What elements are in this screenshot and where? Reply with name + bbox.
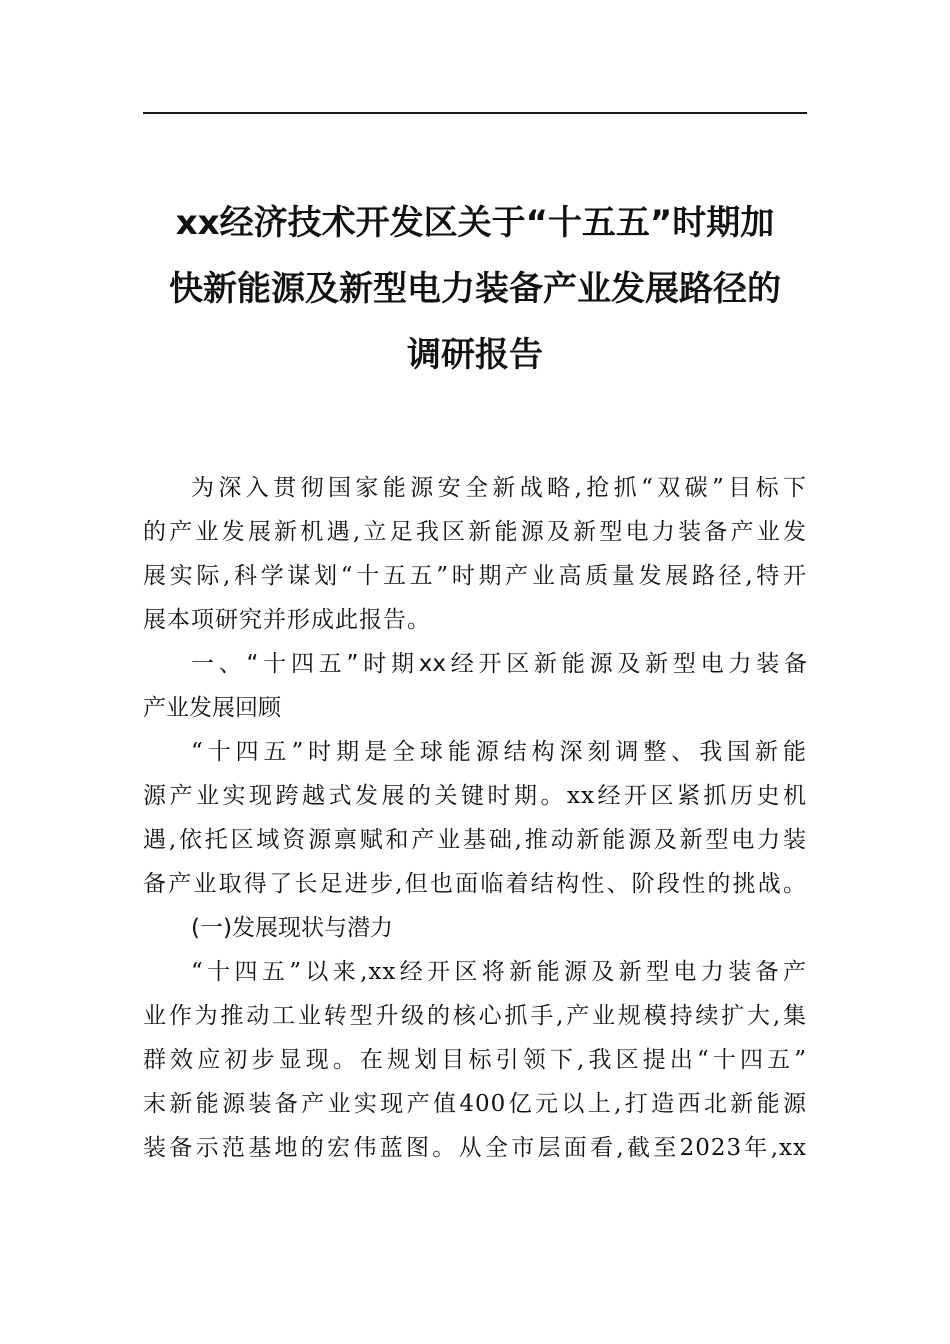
text-line: 业作为推动工业转型升级的核心抓手,产业规模持续扩大,集: [143, 1003, 807, 1029]
text-line: 末新能源装备产业实现产值400亿元以上,打造西北新能源: [143, 1091, 807, 1117]
text-line: “十四五”以来,xx经开区将新能源及新型电力装备产: [191, 959, 807, 985]
subsection-heading: (一)发展现状与潜力: [191, 915, 393, 941]
heading-line: 产业发展回顾: [143, 695, 281, 721]
text-line: “十四五”时期是全球能源结构深刻调整、我国新能: [191, 739, 807, 765]
section-paragraph: [143, 730, 807, 906]
text-line: 备产业取得了长足进步,但也面临着结构性、阶段性的挑战。: [143, 871, 807, 897]
text-line: 展实际,科学谋划“十五五”时期产业高质量发展路径,特开: [143, 563, 807, 589]
text-line: 的产业发展新机遇,立足我区新能源及新型电力装备产业发: [143, 519, 807, 545]
header-rule: [143, 112, 807, 114]
document-body: [143, 466, 807, 1170]
text-line: 源产业实现跨越式发展的关键时期。xx经开区紧抓历史机: [143, 783, 807, 809]
text-line: 为深入贯彻国家能源安全新战略,抢抓“双碳”目标下: [191, 475, 807, 501]
subsection-paragraph: [143, 950, 807, 1170]
text-line: 群效应初步显现。在规划目标引领下,我区提出“十四五”: [143, 1047, 807, 1073]
text-line: 装备示范基地的宏伟蓝图。从全市层面看,截至2023年,xx: [143, 1135, 807, 1161]
document-title: [143, 190, 807, 388]
section-heading: [143, 642, 807, 730]
text-line: 遇,依托区域资源禀赋和产业基础,推动新能源及新型电力装: [143, 827, 807, 853]
title-line: xx经济技术开发区关于“十五五”时期加: [175, 203, 775, 243]
intro-paragraph: [143, 466, 807, 642]
title-line: 快新能源及新型电力装备产业发展路径的: [169, 269, 781, 309]
heading-line: 一、“十四五”时期xx经开区新能源及新型电力装备: [191, 651, 807, 677]
title-line: 调研报告: [407, 335, 543, 375]
text-line: 展本项研究并形成此报告。: [143, 607, 431, 633]
